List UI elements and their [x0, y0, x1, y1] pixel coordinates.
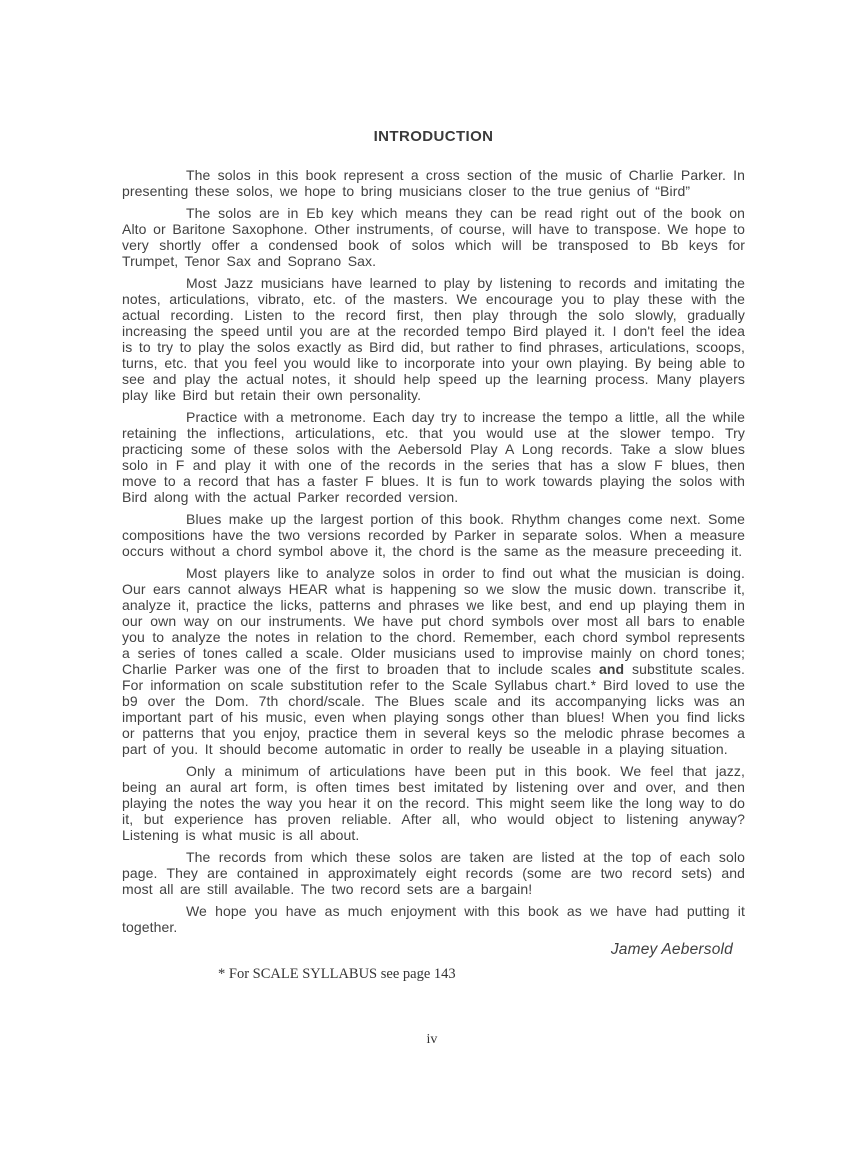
- page-number: iv: [426, 1032, 438, 1047]
- paragraph-6-text-before: Most players like to analyze solos in order to find out what the musician is doing. Our ears cannot always HEAR what is happening so we slow the music down. transcribe it, analyze it, practice the licks, patterns and phrases we like best, and end up playing them in our own way on our instruments. We have put chord symbols over most all bars to enable you to analyze the notes in relation to the chord. Remember, each chord symbol represents a series of tones called a scale. Older musicians used to improvise mainly on chord tones; Charlie Parker was one of the first to broaden that to include scales: [122, 565, 745, 677]
- paragraph-6: [122, 565, 745, 757]
- page-title: INTRODUCTION: [373, 128, 494, 145]
- paragraph-8: The records from which these solos are taken are listed at the top of each solo page. They are contained in approximately eight records (some are two record sets) and most all are still available. The two record sets are a bargain!: [122, 849, 745, 897]
- author-signature: Jamey Aebersold: [610, 941, 733, 958]
- paragraph-2: The solos are in Eb key which means they can be read right out of the book on Alto or Baritone Saxophone. Other instruments, of course, will have to transpose. We hope to very shortly offer a condensed book of solos which will be transposed to Bb keys for Trumpet, Tenor Sax and Soprano Sax.: [122, 205, 745, 269]
- page-content: [122, 128, 745, 983]
- paragraph-6-bold-word: and: [598, 661, 625, 677]
- scale-syllabus-footnote: * For SCALE SYLLABUS see page 143: [218, 966, 456, 982]
- paragraph-9: We hope you have as much enjoyment with this book as we have had putting it together.: [122, 903, 745, 935]
- paragraph-1: The solos in this book represent a cross section of the music of Charlie Parker. In presenting these solos, we hope to bring musicians closer to the true genius of “Bird”: [122, 167, 745, 199]
- paragraph-3: Most Jazz musicians have learned to play by listening to records and imitating the notes, articulations, vibrato, etc. of the masters. We encourage you to play these with the actual recording. Listen to the record first, then play through the solo slowly, gradually increasing the speed until you are at the recorded tempo Bird played it. I don't feel the idea is to try to play the solos exactly as Bird did, but rather to find phrases, articulations, scoops, turns, etc. that you feel you would like to incorporate into your own playing. By being able to see and play the actual notes, it should help speed up the learning process. Many players play like Bird but retain their own personality.: [122, 275, 745, 403]
- paragraph-4: Practice with a metronome. Each day try to increase the tempo a little, all the while retaining the inflections, articulations, etc. that you would use at the slower tempo. Try practicing some of these solos with the Aebersold Play A Long records. Take a slow blues solo in F and play it with one of the records in the series that has a slow F blues, then move to a record that has a faster F blues. It is fun to work towards playing the solos with Bird along with the actual Parker recorded version.: [122, 409, 745, 505]
- paragraph-5: Blues make up the largest portion of this book. Rhythm changes come next. Some compositions have the two versions recorded by Parker in separate solos. When a measure occurs without a chord symbol above it, the chord is the same as the measure preceeding it.: [122, 511, 745, 559]
- paragraph-7: Only a minimum of articulations have been put in this book. We feel that jazz, being an aural art form, is often times best imitated by listening over and over, and then playing the notes the way you hear it on the record. This might seem like the long way to do it, but experience has proven reliable. After all, who would object to listening anyway? Listening is what music is all about.: [122, 763, 745, 843]
- paragraph-6-text-after: substitute scales. For information on scale substitution refer to the Scale Syllabus chart.* Bird loved to use the b9 over the Dom. 7th chord/scale. The Blues scale and its accompanying licks was an important part of his music, even when playing songs other than blues! When you find licks or patterns that you enjoy, practice them in several keys so the melodic phrase becomes a part of you. It should become automatic in order to really be useable in a playing situation.: [122, 661, 745, 757]
